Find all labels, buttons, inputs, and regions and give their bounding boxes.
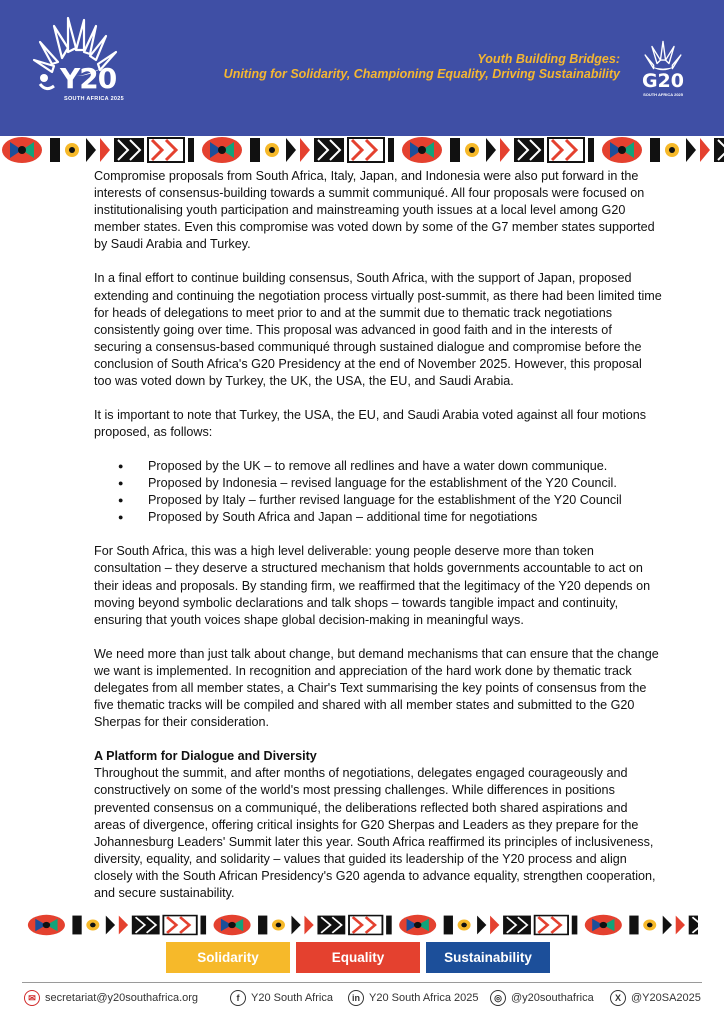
x-icon: X <box>610 990 626 1006</box>
equality-pill: Equality <box>296 942 420 973</box>
section-heading: A Platform for Dialogue and Diversity <box>94 749 317 764</box>
contact-linkedin[interactable] <box>348 990 478 1006</box>
bottom-pattern-band <box>26 914 698 936</box>
paragraph-throughout-summit: Throughout the summit, and after months of negotiations, delegates engaged courageously and constructively on some of the world's most pressing challenges. While differences in positions prevented consensus on a communiqué, the deliberations reflected both shared aspirations and areas of divergence, offering critical insights for G20 Sherpas and Leaders as they prepare for the Johannesburg Leaders' Summit later this year. South Africa reaffirmed its principles of inclusiveness, diversity, equality, and solidarity – values that guided its leadership of the Y20 process and align closely with the South African Presidency's G20 agenda to advance equality, strengthen cooperation, and secure sustainability. <box>94 766 656 900</box>
g20-protea-logo <box>638 38 688 72</box>
values-pills <box>166 942 566 974</box>
list-item: ● Proposed by the UK – to remove all redlines and have a water down communique. <box>148 458 662 475</box>
contact-linkedin-text: Y20 South Africa 2025 <box>369 992 479 1004</box>
paragraph-important-note: It is important to note that Turkey, the USA, the EU, and Saudi Arabia voted against all four motions proposed, as follows: <box>94 408 647 440</box>
page-header <box>0 0 724 136</box>
paragraph-more-than-talk: We need more than just talk about change, but demand mechanisms that can ensure that the change we want is implemented. In recognition and appreciation of the hard work done by thematic track delegates from all member states, a Chair's Text summarising the key points of consensus from the five thematic tracks will be compiled and shared with all member states and submitted to the G20 Sherpas for their consideration. <box>94 646 659 730</box>
contact-facebook[interactable] <box>230 990 333 1006</box>
solidarity-pill: Solidarity <box>166 942 290 973</box>
paragraph-compromise-proposals: Compromise proposals from South Africa, Italy, Japan, and Indonesia were also put forward in the interests of consensus-building towards a summit communiqué. All four proposals were focused on institutionalising youth participation and mainstreaming youth issues at a local level among G20 member states. Even this compromise was voted down by some of the G7 member states supported by Saudi Arabia and Turkey. <box>94 169 655 252</box>
footer-contacts <box>24 990 704 1010</box>
contact-instagram[interactable] <box>490 990 594 1006</box>
g20-logo-subtext: SOUTH AFRICA 2025 <box>643 92 683 97</box>
paragraph-final-effort: In a final effort to continue building consensus, South Africa, with the support of Japan, proposed extending and continuing the negotiation process virtually post-summit, as there had been limited time for heads of delegations to meet prior to and at the summit due to thematic track negotiations consistently going over time. This proposal was advanced in good faith and in the interests of securing a consensus-based communiqué through sustained dialogue and compromise before the conclusion of South Africa's G20 Presidency at the end of November 2025. However, this proposal too was voted down by Turkey, the UK, the USA, the EU, and Saudi Arabia. <box>94 271 662 389</box>
facebook-icon: f <box>230 990 246 1006</box>
contact-email[interactable] <box>24 990 198 1006</box>
contact-email-text: secretariat@y20southafrica.org <box>45 992 199 1004</box>
email-icon: ✉ <box>24 990 40 1006</box>
top-pattern-band <box>0 136 724 164</box>
motions-list <box>94 458 662 526</box>
contact-x-text: @Y20SA2025 <box>631 992 701 1004</box>
contact-instagram-text: @y20southafrica <box>511 992 594 1004</box>
contact-x[interactable] <box>610 990 701 1006</box>
document-body <box>94 168 662 919</box>
header-tagline <box>224 52 620 82</box>
y20-logo-subtext: SOUTH AFRICA 2025 <box>64 96 125 102</box>
sustainability-pill: Sustainability <box>426 942 550 973</box>
list-item: ● Proposed by Indonesia – revised language for the establishment of the Y20 Council. <box>148 475 662 492</box>
y20-logo-text: Y20 <box>60 62 117 95</box>
linkedin-icon: in <box>348 990 364 1006</box>
paragraph-high-level-deliverable: For South Africa, this was a high level deliverable: young people deserve more than token consultation – they deserve a structured mechanism that holds governments accountable to act on their ideas and proposals. By standing firm, we reaffirmed that the legitimacy of the Y20 depends on moving beyond symbolic declarations and talk shops – towards tangible impact and continuity, ensuring that youth voices shape global decision-making in meaningful ways. <box>94 544 651 627</box>
list-item: ● Proposed by South Africa and Japan – additional time for negotiations <box>148 509 662 526</box>
footer-divider <box>22 982 702 983</box>
tagline-line-1: Youth Building Bridges: <box>477 52 620 66</box>
g20-logo-text: G20 <box>641 70 684 92</box>
instagram-icon: ◎ <box>490 990 506 1006</box>
contact-facebook-text: Y20 South Africa <box>251 992 333 1004</box>
tagline-line-2: Uniting for Solidarity, Championing Equality, Driving Sustainability <box>223 67 620 81</box>
list-item: ● Proposed by Italy – further revised language for the establishment of the Y20 Council <box>148 492 662 509</box>
